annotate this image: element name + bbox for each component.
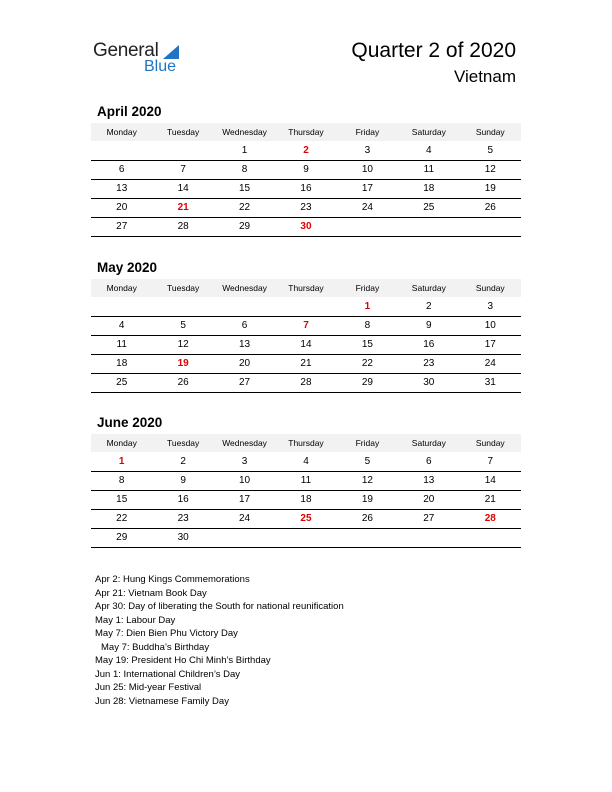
day-cell: 17 <box>460 335 521 354</box>
weekday-header: Thursday <box>275 279 336 297</box>
day-cell: 3 <box>337 141 398 160</box>
weekday-header: Friday <box>337 434 398 452</box>
day-cell: 30 <box>398 373 459 392</box>
weekday-header: Saturday <box>398 434 459 452</box>
day-cell: 18 <box>275 490 336 509</box>
empty-day-cell <box>398 528 459 547</box>
month-name: May 2020 <box>97 260 158 275</box>
day-cell: 31 <box>460 373 521 392</box>
day-cell: 20 <box>214 354 275 373</box>
day-cell: 28 <box>152 217 213 236</box>
day-cell: 10 <box>214 471 275 490</box>
day-cell: 3 <box>460 297 521 316</box>
day-cell: 19 <box>337 490 398 509</box>
day-cell: 1 <box>214 141 275 160</box>
day-cell: 7 <box>152 160 213 179</box>
day-cell: 15 <box>337 335 398 354</box>
weekday-header: Thursday <box>275 434 336 452</box>
day-cell: 4 <box>91 316 152 335</box>
weekday-header: Monday <box>91 279 152 297</box>
day-cell: 13 <box>214 335 275 354</box>
day-cell: 24 <box>337 198 398 217</box>
month-calendar <box>91 104 521 237</box>
day-cell: 12 <box>337 471 398 490</box>
day-cell: 18 <box>398 179 459 198</box>
week-row <box>91 316 521 335</box>
day-cell: 28 <box>275 373 336 392</box>
day-cell: 19 <box>152 354 213 373</box>
empty-day-cell <box>275 528 336 547</box>
weekday-header: Friday <box>337 279 398 297</box>
day-cell: 21 <box>460 490 521 509</box>
day-cell: 12 <box>460 160 521 179</box>
day-cell: 26 <box>337 509 398 528</box>
day-cell: 11 <box>91 335 152 354</box>
day-cell: 13 <box>91 179 152 198</box>
holiday-item: Apr 30: Day of liberating the South for national reunification <box>95 601 344 612</box>
weekday-header: Saturday <box>398 279 459 297</box>
day-cell: 25 <box>398 198 459 217</box>
day-cell: 21 <box>275 354 336 373</box>
holiday-item: Jun 1: International Children’s Day <box>95 668 241 680</box>
weekday-header: Sunday <box>460 434 521 452</box>
month-calendar <box>91 260 521 393</box>
day-cell: 12 <box>152 335 213 354</box>
day-cell: 30 <box>152 528 213 547</box>
empty-day-cell <box>152 297 213 316</box>
day-cell: 16 <box>275 179 336 198</box>
week-row <box>91 373 521 392</box>
month-name: June 2020 <box>97 415 163 430</box>
weekday-header: Tuesday <box>152 279 213 297</box>
holiday-item: Jun 28: Vietnamese Family Day <box>95 695 229 707</box>
day-cell: 17 <box>337 179 398 198</box>
weekday-header-row <box>91 279 521 297</box>
day-cell: 8 <box>91 471 152 490</box>
weekday-header-row <box>91 123 521 141</box>
day-cell: 25 <box>91 373 152 392</box>
day-cell: 8 <box>214 160 275 179</box>
week-row <box>91 141 521 160</box>
day-cell: 9 <box>398 316 459 335</box>
day-cell: 27 <box>91 217 152 236</box>
week-row <box>91 217 521 236</box>
day-cell: 3 <box>214 452 275 471</box>
weekday-header: Monday <box>91 434 152 452</box>
country-name: Vietnam <box>453 67 516 86</box>
month-grid <box>91 434 521 548</box>
weekday-header: Sunday <box>460 279 521 297</box>
month-name: April 2020 <box>97 104 162 119</box>
day-cell: 4 <box>398 141 459 160</box>
day-cell: 14 <box>152 179 213 198</box>
week-row <box>91 490 521 509</box>
week-row <box>91 452 521 471</box>
weekday-header: Sunday <box>460 123 521 141</box>
week-row <box>91 297 521 316</box>
weekday-header: Monday <box>91 123 152 141</box>
weekday-header: Wednesday <box>214 434 275 452</box>
month-grid <box>91 279 521 393</box>
empty-day-cell <box>91 141 152 160</box>
holiday-item: Jun 25: Mid-year Festival <box>95 682 202 693</box>
holiday-list <box>95 573 344 708</box>
holiday-item: May 19: President Ho Chi Minh’s Birthday <box>95 655 271 666</box>
day-cell: 15 <box>214 179 275 198</box>
week-row <box>91 509 521 528</box>
day-cell: 13 <box>398 471 459 490</box>
day-cell: 27 <box>214 373 275 392</box>
empty-day-cell <box>460 528 521 547</box>
empty-day-cell <box>214 528 275 547</box>
day-cell: 16 <box>398 335 459 354</box>
day-cell: 23 <box>152 509 213 528</box>
day-cell: 14 <box>275 335 336 354</box>
week-row <box>91 335 521 354</box>
weekday-header: Tuesday <box>152 434 213 452</box>
day-cell: 9 <box>275 160 336 179</box>
day-cell: 26 <box>460 198 521 217</box>
page-title: Quarter 2 of 2020 <box>351 39 516 62</box>
day-cell: 25 <box>275 509 336 528</box>
day-cell: 16 <box>152 490 213 509</box>
empty-day-cell <box>214 297 275 316</box>
day-cell: 1 <box>337 297 398 316</box>
day-cell: 5 <box>152 316 213 335</box>
day-cell: 28 <box>460 509 521 528</box>
day-cell: 1 <box>91 452 152 471</box>
day-cell: 24 <box>460 354 521 373</box>
weekday-header: Friday <box>337 123 398 141</box>
day-cell: 22 <box>91 509 152 528</box>
empty-day-cell <box>91 297 152 316</box>
logo-triangle-icon <box>163 45 179 59</box>
day-cell: 5 <box>460 141 521 160</box>
day-cell: 20 <box>91 198 152 217</box>
empty-day-cell <box>275 297 336 316</box>
logo-blue-text: Blue <box>144 58 177 75</box>
weekday-header: Tuesday <box>152 123 213 141</box>
holiday-item: Apr 2: Hung Kings Commemorations <box>95 574 250 585</box>
day-cell: 24 <box>214 509 275 528</box>
day-cell: 29 <box>214 217 275 236</box>
day-cell: 2 <box>152 452 213 471</box>
day-cell: 5 <box>337 452 398 471</box>
day-cell: 9 <box>152 471 213 490</box>
holiday-item: Apr 21: Vietnam Book Day <box>95 587 207 599</box>
weekday-header: Wednesday <box>214 279 275 297</box>
day-cell: 20 <box>398 490 459 509</box>
day-cell: 4 <box>275 452 336 471</box>
day-cell: 7 <box>275 316 336 335</box>
week-row <box>91 354 521 373</box>
day-cell: 7 <box>460 452 521 471</box>
day-cell: 23 <box>398 354 459 373</box>
day-cell: 10 <box>460 316 521 335</box>
day-cell: 6 <box>398 452 459 471</box>
day-cell: 11 <box>275 471 336 490</box>
day-cell: 2 <box>398 297 459 316</box>
day-cell: 19 <box>460 179 521 198</box>
empty-day-cell <box>460 217 521 236</box>
holiday-item: May 1: Labour Day <box>95 614 176 626</box>
day-cell: 22 <box>214 198 275 217</box>
day-cell: 29 <box>91 528 152 547</box>
day-cell: 6 <box>214 316 275 335</box>
empty-day-cell <box>337 528 398 547</box>
day-cell: 15 <box>91 490 152 509</box>
weekday-header: Saturday <box>398 123 459 141</box>
week-row <box>91 160 521 179</box>
week-row <box>91 179 521 198</box>
empty-day-cell <box>152 141 213 160</box>
day-cell: 8 <box>337 316 398 335</box>
day-cell: 18 <box>91 354 152 373</box>
day-cell: 11 <box>398 160 459 179</box>
week-row <box>91 198 521 217</box>
day-cell: 21 <box>152 198 213 217</box>
day-cell: 2 <box>275 141 336 160</box>
day-cell: 22 <box>337 354 398 373</box>
week-row <box>91 528 521 547</box>
day-cell: 27 <box>398 509 459 528</box>
empty-day-cell <box>398 217 459 236</box>
weekday-header: Thursday <box>275 123 336 141</box>
weekday-header: Wednesday <box>214 123 275 141</box>
day-cell: 29 <box>337 373 398 392</box>
holiday-item: May 7: Buddha’s Birthday <box>101 641 210 653</box>
week-row <box>91 471 521 490</box>
day-cell: 17 <box>214 490 275 509</box>
empty-day-cell <box>337 217 398 236</box>
day-cell: 30 <box>275 217 336 236</box>
day-cell: 14 <box>460 471 521 490</box>
weekday-header-row <box>91 434 521 452</box>
logo-general-text: General <box>93 40 159 61</box>
month-calendar <box>91 415 521 548</box>
day-cell: 10 <box>337 160 398 179</box>
day-cell: 26 <box>152 373 213 392</box>
generalblue-logo <box>93 40 193 78</box>
holiday-item: May 7: Dien Bien Phu Victory Day <box>95 628 238 639</box>
day-cell: 6 <box>91 160 152 179</box>
month-grid <box>91 123 521 237</box>
day-cell: 23 <box>275 198 336 217</box>
